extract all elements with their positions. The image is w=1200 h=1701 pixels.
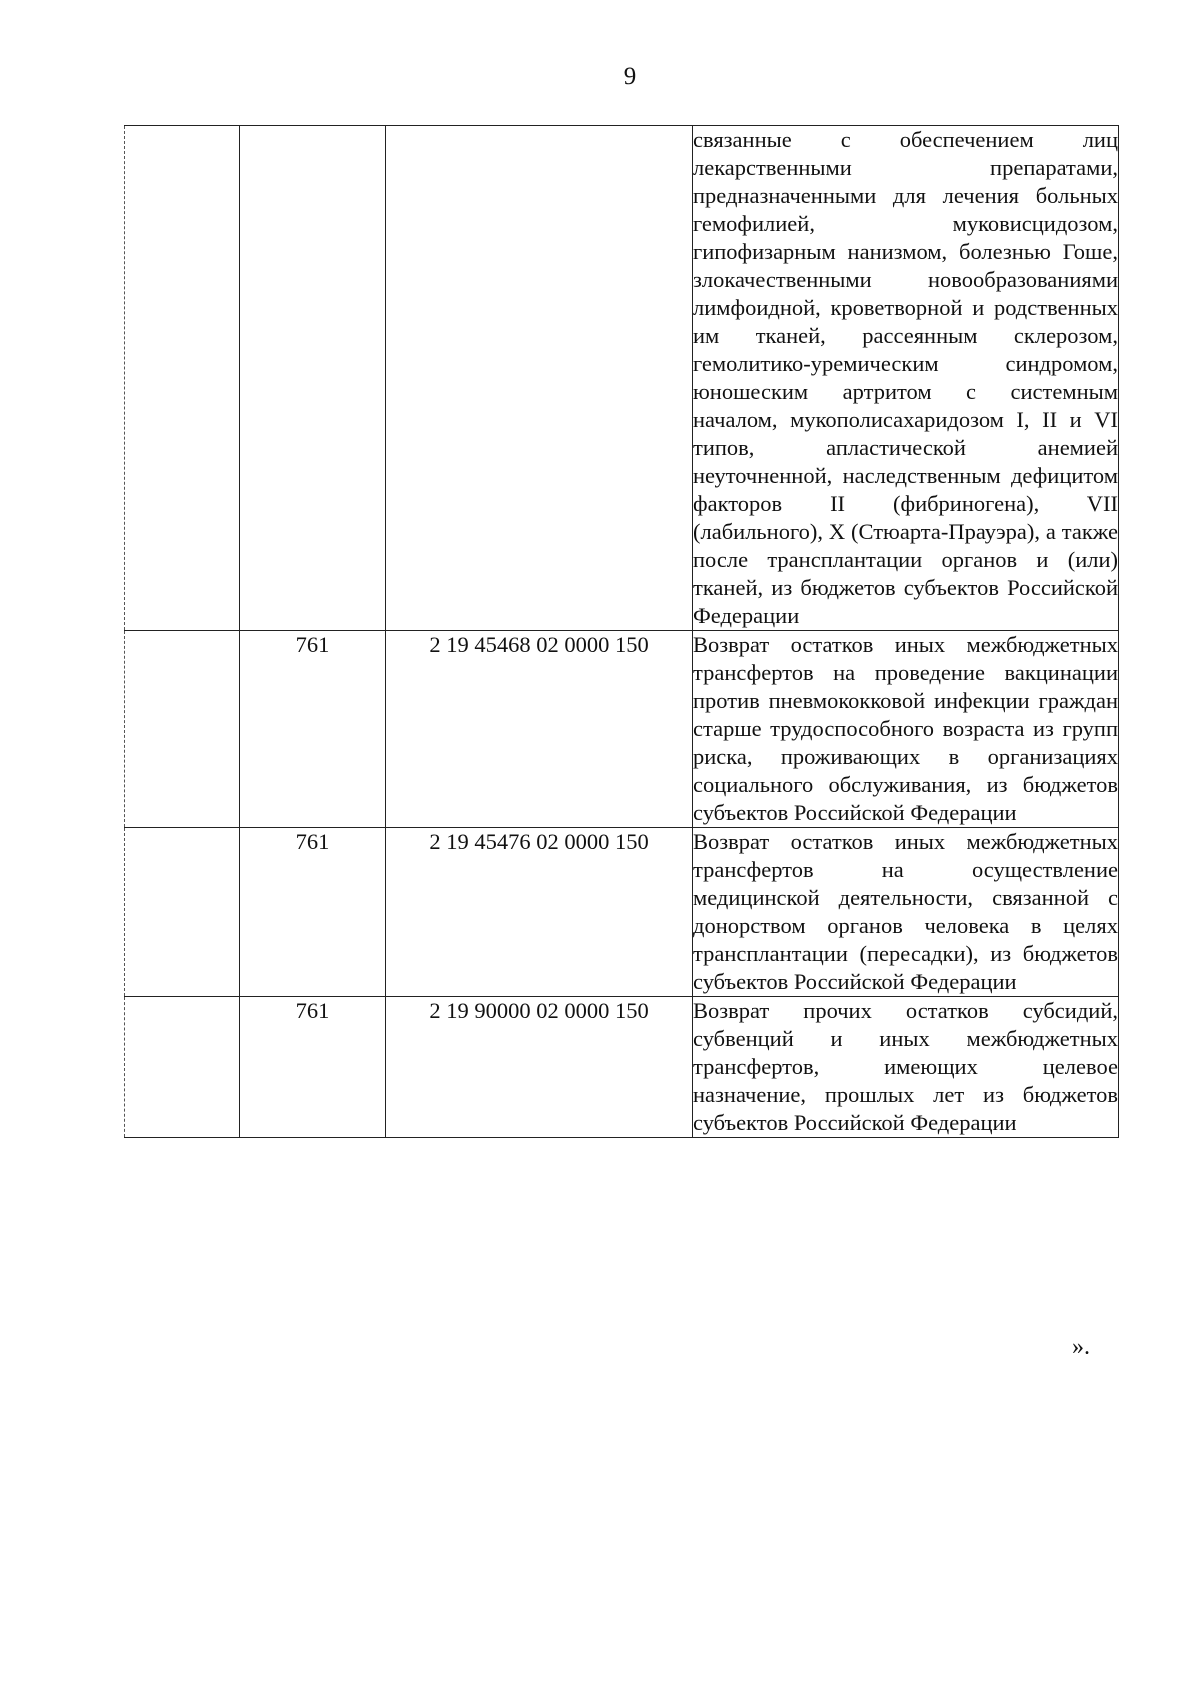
budget-code-cell: 2 19 45476 02 0000 150 (386, 828, 693, 997)
row-marker-cell (125, 997, 240, 1138)
admin-code-cell: 761 (240, 828, 386, 997)
admin-code-cell: 761 (240, 997, 386, 1138)
description-cell: Возврат остатков иных межбюджетных трансфертов на проведение вакцинации против пневмококковой инфекции граждан старше трудоспособного возраста из групп риска, проживающих в организациях социального обслуживания, из бюджетов субъектов Российской Федерации (693, 631, 1119, 828)
page-number: 9 (623, 63, 637, 90)
row-marker-cell (125, 126, 240, 631)
row-marker-cell (125, 828, 240, 997)
table-row (125, 828, 1119, 997)
budget-code-cell: 2 19 45468 02 0000 150 (386, 631, 693, 828)
closing-quote-mark: ». (1072, 1334, 1090, 1360)
budget-code-cell: 2 19 90000 02 0000 150 (386, 997, 693, 1138)
row-marker-cell (125, 631, 240, 828)
description-cell: связанные с обеспечением лиц лекарственными препаратами, предназначенными для лечения больных гемофилией, муковисцидозом, гипофизарным нанизмом, болезнью Гоше, злокачественными новообразованиями лимфоидной, кроветворной и родственных им тканей, рассеянным склерозом, гемолитико-уремическим синдромом, юношеским артритом с системным началом, мукополисахаридозом I, II и VI типов, апластической анемией неуточненной, наследственным дефицитом факторов II (фибриногена), VII (лабильного), X (Стюарта-Прауэра), а также после трансплантации органов и (или) тканей, из бюджетов субъектов Российской Федерации (693, 126, 1119, 631)
table-row (125, 997, 1119, 1138)
table-row (125, 631, 1119, 828)
budget-code-cell (386, 126, 693, 631)
table-row (125, 126, 1119, 631)
description-cell: Возврат прочих остатков субсидий, субвенций и иных межбюджетных трансфертов, имеющих целевое назначение, прошлых лет из бюджетов субъектов Российской Федерации (693, 997, 1119, 1138)
admin-code-cell (240, 126, 386, 631)
description-cell: Возврат остатков иных межбюджетных трансфертов на осуществление медицинской деятельности, связанной с донорством органов человека в целях трансплантации (пересадки), из бюджетов субъектов Российской Федерации (693, 828, 1119, 997)
admin-code-cell: 761 (240, 631, 386, 828)
budget-classification-table (124, 125, 1119, 1138)
